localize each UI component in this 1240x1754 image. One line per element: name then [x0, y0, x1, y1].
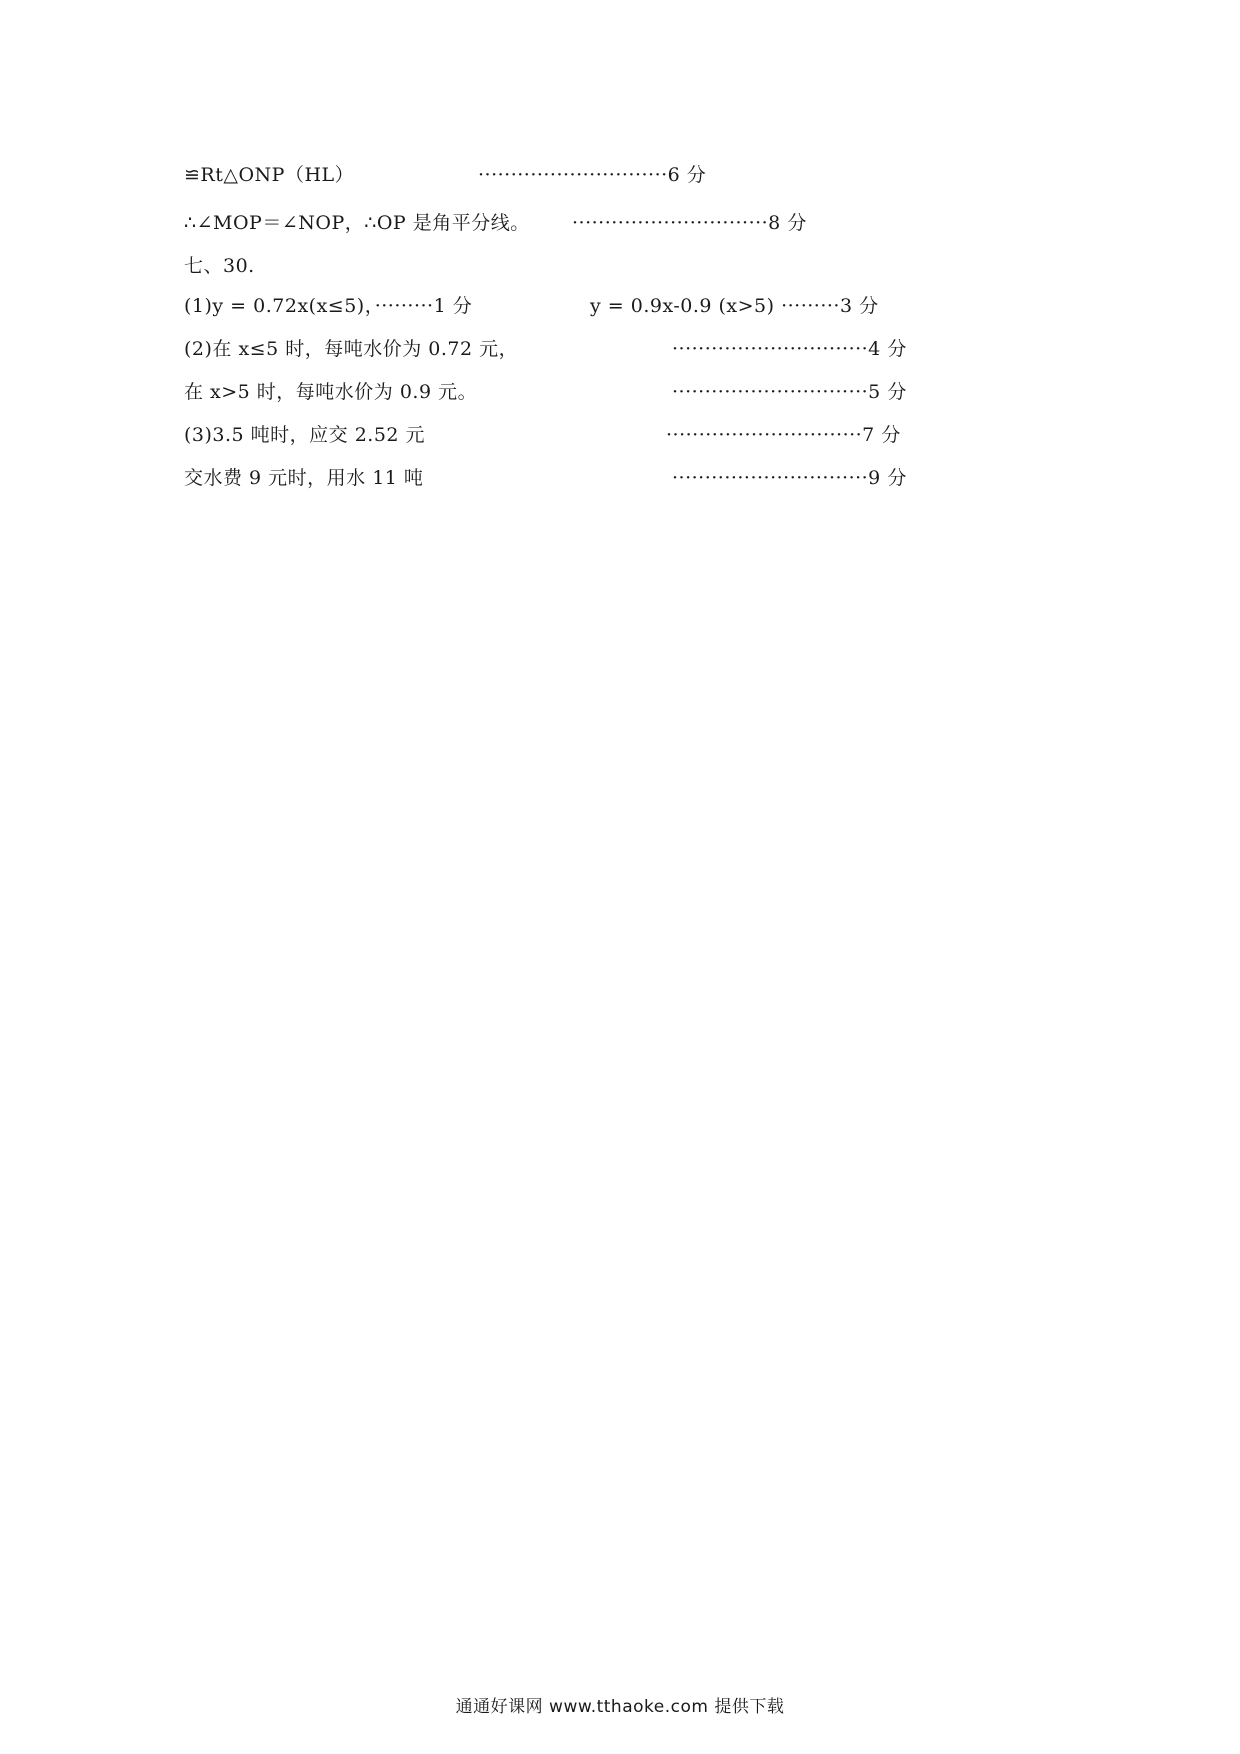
proof-line-congruent: ≌Rt△ONP（HL）	[184, 164, 355, 186]
score-7: ······························7 分	[666, 424, 901, 446]
part1-formula-2: y = 0.9x-0.9 (x>5) ·········3 分	[590, 295, 879, 317]
score-4: ······························4 分	[672, 338, 907, 360]
score-9: ······························9 分	[672, 467, 907, 489]
part1-line: (1)y = 0.72x(x≤5)，·········1 分	[184, 295, 473, 317]
part3-line-2: 交水费 9 元时，用水 11 吨	[184, 467, 424, 489]
question-heading: 七、30.	[184, 255, 255, 277]
part2-line-2: 在 x>5 时，每吨水价为 0.9 元。	[184, 381, 478, 403]
proof-line-bisector: ∴∠MOP＝∠NOP，∴OP 是角平分线。	[184, 212, 530, 234]
part2-line-1: (2)在 x≤5 时，每吨水价为 0.72 元，	[184, 338, 519, 360]
score-5: ······························5 分	[672, 381, 907, 403]
footer-download-note: 通通好课网 www.tthaoke.com 提供下载	[455, 1697, 785, 1717]
score-8: ······························8 分	[572, 212, 807, 234]
score-6: ·····························6 分	[478, 164, 707, 186]
part3-line-1: (3)3.5 吨时，应交 2.52 元	[184, 424, 426, 446]
